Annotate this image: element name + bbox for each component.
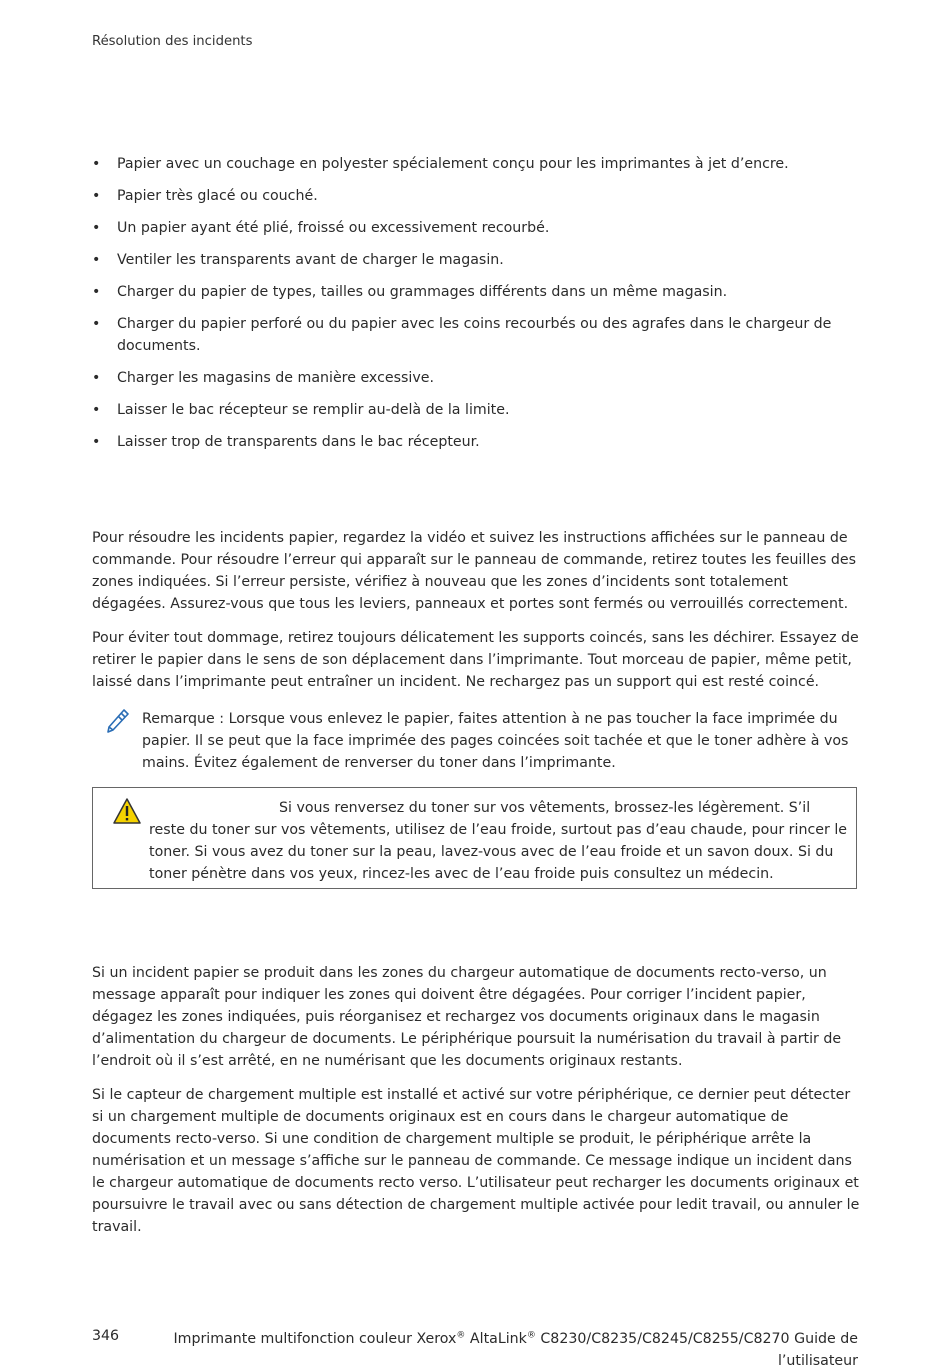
list-item: • Charger du papier perforé ou du papier avec les coins recourbés ou des agrafes dans le chargeur de documents.: [92, 313, 858, 357]
bullet-list: [92, 153, 858, 463]
footer-title: [158, 1328, 858, 1372]
registered-mark: ®: [526, 1330, 536, 1341]
registered-mark: ®: [456, 1330, 466, 1341]
list-item: • Charger du papier de types, tailles ou grammages différents dans un même magasin.: [92, 281, 858, 303]
list-item: • Un papier ayant été plié, froissé ou excessivement recourbé.: [92, 217, 858, 239]
running-header: Résolution des incidents: [92, 34, 253, 49]
warning-text: Si vous renversez du toner sur vos vêtements, brossez-les légèrement. S’il reste du toner sur vos vêtements, utilisez de l’eau froide, surtout pas d’eau chaude, pour rincer le toner. Si vous avez du toner sur la peau, lavez-vous avec de l’eau froide et un savon doux. Si du toner pénètre dans vos yeux, rincez-les avec de l’eau froide puis consultez un médecin.: [149, 800, 847, 882]
footer-title-part: C8230/C8235/C8245/C8255/C8270 Guide de l’utilisateur: [535, 1331, 858, 1369]
list-item: • Charger les magasins de manière excessive.: [92, 367, 858, 389]
list-item: • Ventiler les transparents avant de charger le magasin.: [92, 249, 858, 271]
warning-triangle-icon: [112, 797, 142, 825]
pencil-icon: [104, 708, 130, 736]
page-number: 346: [92, 1328, 120, 1344]
paragraph: Si le capteur de chargement multiple est installé et activé sur votre périphérique, ce dernier peut détecter si un chargement multiple de documents originaux est en cours dans le chargeur automatique de documents recto-verso. Si une condition de chargement multiple se produit, le périphérique arrête la numérisation et un message s’affiche sur le panneau de commande. Ce message indique un incident dans le chargeur automatique de documents recto verso. L’utilisateur peut recharger les documents originaux et poursuivre le travail avec ou sans détection de chargement multiple activée pour ledit travail, ou annuler le travail.: [92, 1087, 860, 1235]
paragraph: Pour résoudre les incidents papier, regardez la vidéo et suivez les instructions affichées sur le panneau de commande. Pour résoudre l’erreur qui apparaît sur le panneau de commande, retirez toutes les feuilles des zones indiquées. Si l’erreur persiste, vérifiez à nouveau que les zones d’incidents sont totalement dégagées. Assurez-vous que tous les leviers, panneaux et portes sont fermés ou verrouillés correctement.: [92, 530, 857, 612]
footer-title-part: AltaLink: [465, 1331, 527, 1347]
warning-box: [92, 787, 857, 889]
list-item: • Papier avec un couchage en polyester spécialement conçu pour les imprimantes à jet d’encre.: [92, 153, 858, 175]
paragraph: Si un incident papier se produit dans les zones du chargeur automatique de documents recto-verso, un message apparaît pour indiquer les zones qui doivent être dégagées. Pour corriger l’incident papier, dégagez les zones indiquées, puis réorganisez et rechargez vos documents originaux dans le magasin d’alimentation du chargeur de documents. Le périphérique poursuit la numérisation du travail à partir de l’endroit où il s’est arrêté, en ne numérisant que les documents originaux restants.: [92, 965, 842, 1069]
list-item: • Laisser le bac récepteur se remplir au-delà de la limite.: [92, 399, 858, 421]
paragraph: Pour éviter tout dommage, retirez toujours délicatement les supports coincés, sans les déchirer. Essayez de retirer le papier dans le sens de son déplacement dans l’imprimante. Tout morceau de papier, même petit, laissé dans l’imprimante peut entraîner un incident. Ne rechargez pas un support qui est resté coincé.: [92, 630, 859, 690]
list-item: • Laisser trop de transparents dans le bac récepteur.: [92, 431, 858, 453]
footer-title-part: Imprimante multifonction couleur Xerox: [173, 1331, 457, 1347]
note-text: Remarque : Lorsque vous enlevez le papier, faites attention à ne pas toucher la face imprimée du papier. Il se peut que la face imprimée des pages coincées soit tachée et que le toner adhère à vos mains. Évitez également de renverser du toner dans l’imprimante.: [142, 711, 849, 771]
list-item: • Papier très glacé ou couché.: [92, 185, 858, 207]
